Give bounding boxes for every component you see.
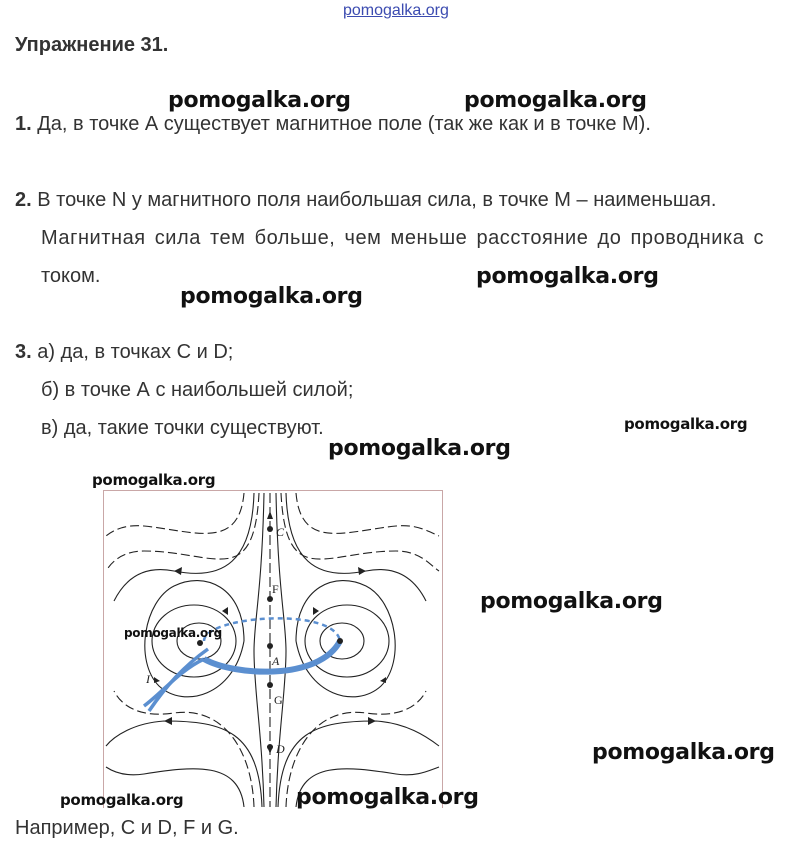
watermark: pomogalka.org bbox=[624, 415, 748, 433]
watermark: pomogalka.org bbox=[592, 740, 775, 765]
watermark: pomogalka.org bbox=[92, 471, 216, 489]
watermark: pomogalka.org bbox=[168, 88, 351, 113]
answer-2-number: 2. bbox=[15, 189, 32, 211]
answer-2 bbox=[15, 189, 716, 212]
watermark: pomogalka.org bbox=[296, 785, 479, 810]
label-point-g: G bbox=[274, 693, 283, 707]
label-current-i: I bbox=[146, 672, 150, 686]
answer-2-line-3: током. bbox=[41, 265, 101, 287]
answer-1-text: Да, в точке А существует магнитное поле (так же как и в точке М). bbox=[37, 113, 651, 135]
watermark: pomogalka.org bbox=[464, 88, 647, 113]
label-point-d: D bbox=[276, 742, 285, 756]
exercise-title: Упражнение 31. bbox=[15, 34, 169, 56]
answer-3-line-1: а) да, в точках C и D; bbox=[37, 341, 234, 363]
answer-1 bbox=[15, 113, 651, 136]
field-lines-diagram bbox=[104, 491, 444, 809]
watermark: pomogalka.org bbox=[480, 589, 663, 614]
site-link[interactable]: pomogalka.org bbox=[343, 2, 449, 19]
watermark: pomogalka.org bbox=[328, 436, 511, 461]
answer-3-line-3: в) да, такие точки существуют. bbox=[41, 417, 324, 439]
answer-2-line-1: В точке N у магнитного поля наибольшая сила, в точке М – наименьшая. bbox=[37, 189, 717, 211]
label-point-f: F bbox=[272, 582, 279, 596]
watermark: pomogalka.org bbox=[476, 264, 659, 289]
answer-1-number: 1. bbox=[15, 113, 32, 135]
answer-3-line-2: б) в точке А с наибольшей силой; bbox=[41, 379, 354, 401]
watermark: pomogalka.org bbox=[60, 791, 184, 809]
answer-3 bbox=[15, 341, 233, 364]
label-point-c: C bbox=[276, 525, 285, 539]
watermark: pomogalka.org bbox=[124, 626, 222, 640]
answer-2-line-2: Магнитная сила тем больше, чем меньше расстояние до проводника с bbox=[41, 227, 765, 249]
conclusion-text: Например, C и D, F и G. bbox=[15, 817, 239, 839]
magnetic-field-figure bbox=[103, 490, 443, 808]
label-point-a: A bbox=[272, 654, 280, 668]
answer-3-number: 3. bbox=[15, 341, 32, 363]
watermark: pomogalka.org bbox=[180, 284, 363, 309]
